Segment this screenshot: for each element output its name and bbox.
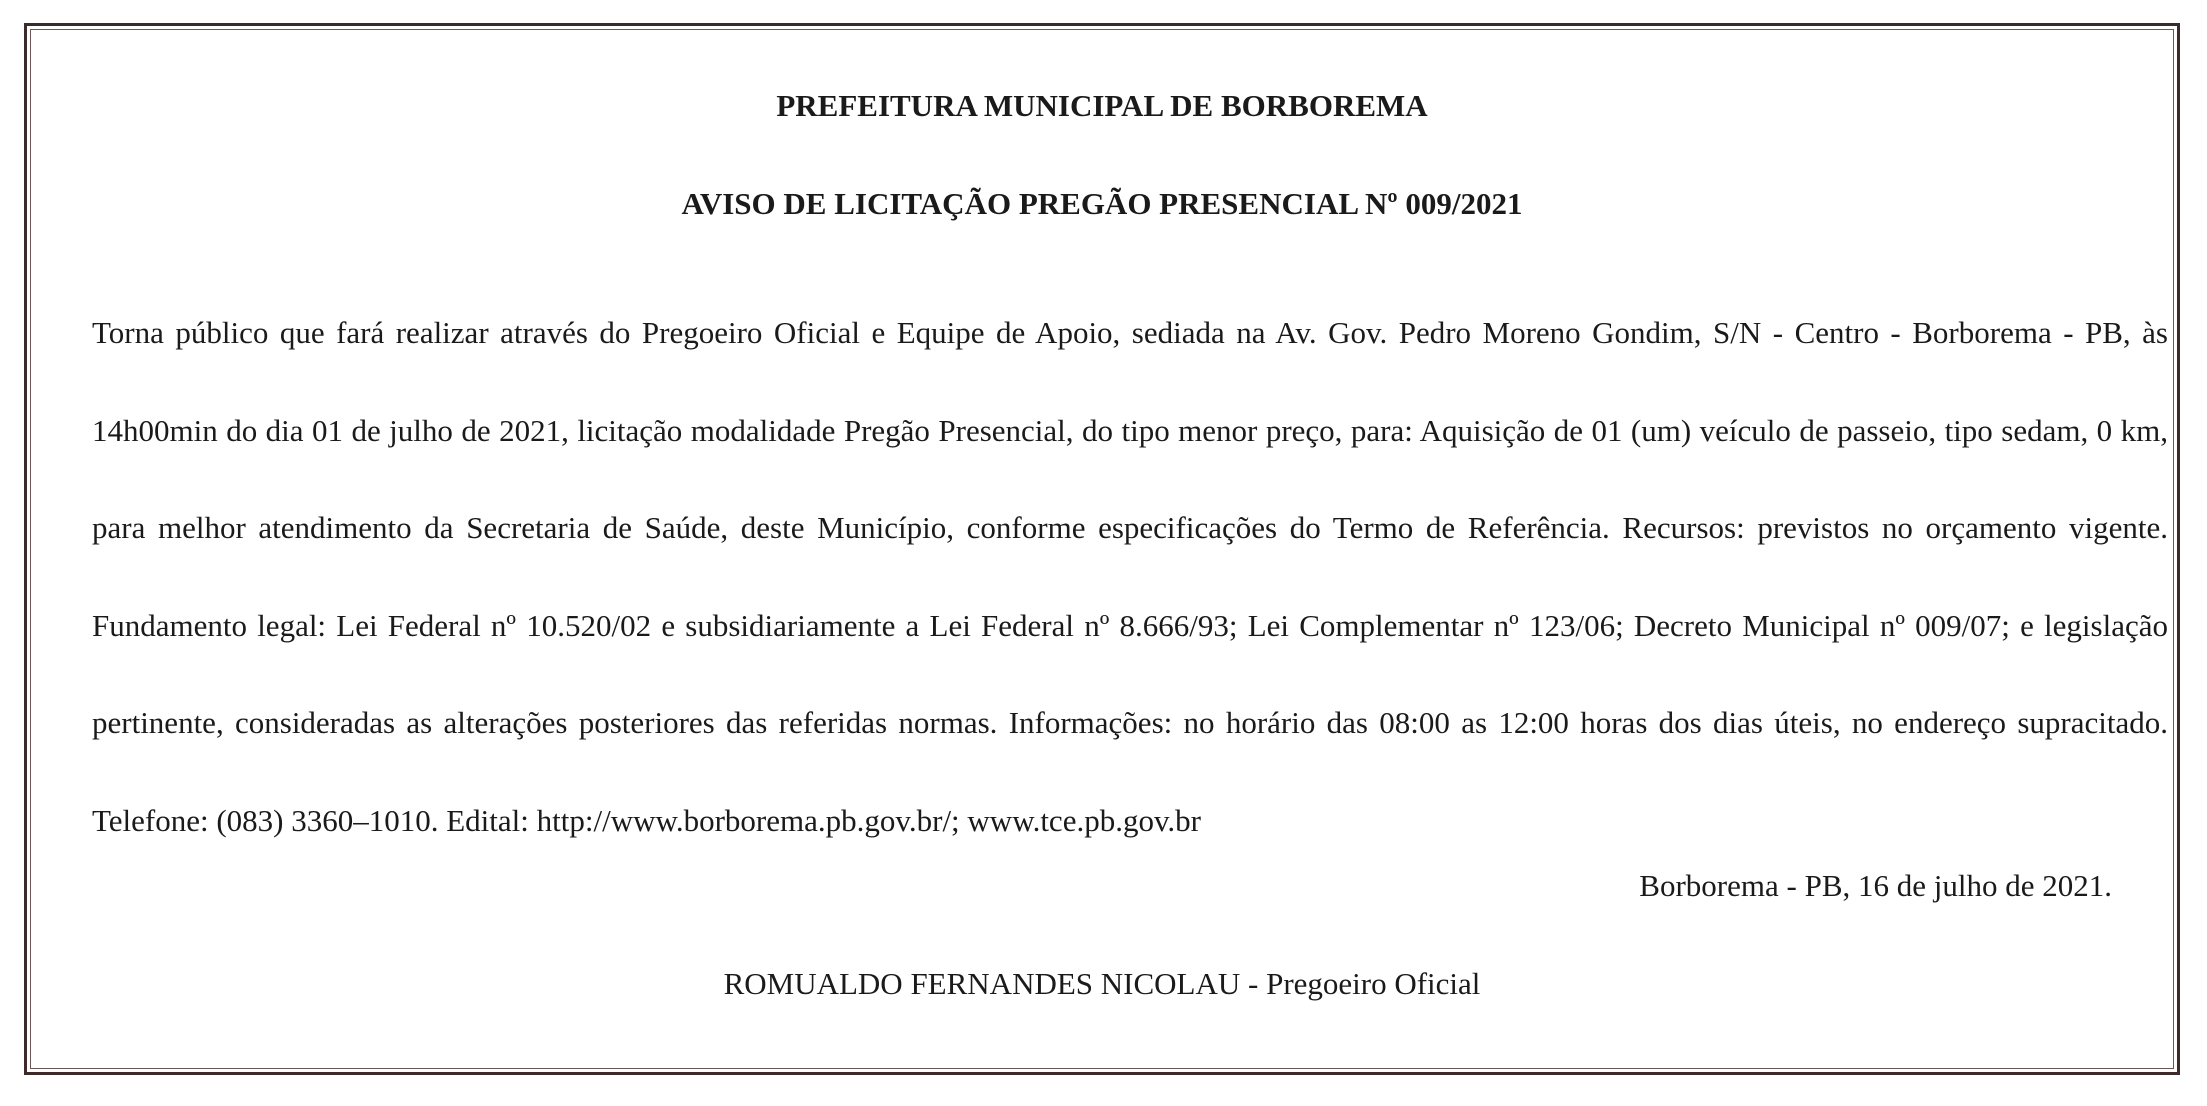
signature-line: ROMUALDO FERNANDES NICOLAU - Pregoeiro Oficial <box>723 966 1481 1001</box>
notice-body: Torna público que fará realizar através do Pregoeiro Oficial e Equipe de Apoio, sediada na Av. Gov. Pedro Moreno Gondim, S/N - Centro - Borborema - PB, às 14h00min do dia 01 de julho de 2021, licitação modalidade Pregão Presencial, do tipo menor preço, para: Aquisição de 01 (um) veículo de passeio, tipo sedam, 0 km, para melhor atendimento da Secretaria de Saúde, deste Município, conforme especificações do Termo de Referência. Recursos: previstos no orçamento vigente. Fundamento legal: Lei Federal nº 10.520/02 e subsidiariamente a Lei Federal nº 8.666/93; Lei Complementar nº 123/06; Decreto Municipal nº 009/07; e legislação pertinente, consideradas as alterações posteriores das referidas normas. Informações: no horário das 08:00 as 12:00 horas dos dias úteis, no endereço supracitado. Telefone: (083) 3360–1010. Edital: http://www.borborema.pb.gov.br/; www.tce.pb.gov.br <box>92 315 2168 838</box>
notice-subtitle: AVISO DE LICITAÇÃO PREGÃO PRESENCIAL Nº 009/2021 <box>681 186 1523 221</box>
notice-frame <box>24 23 2180 1075</box>
municipality-title: PREFEITURA MUNICIPAL DE BORBOREMA <box>776 88 1428 123</box>
place-date: Borborema - PB, 16 de julho de 2021. <box>1639 868 2112 903</box>
